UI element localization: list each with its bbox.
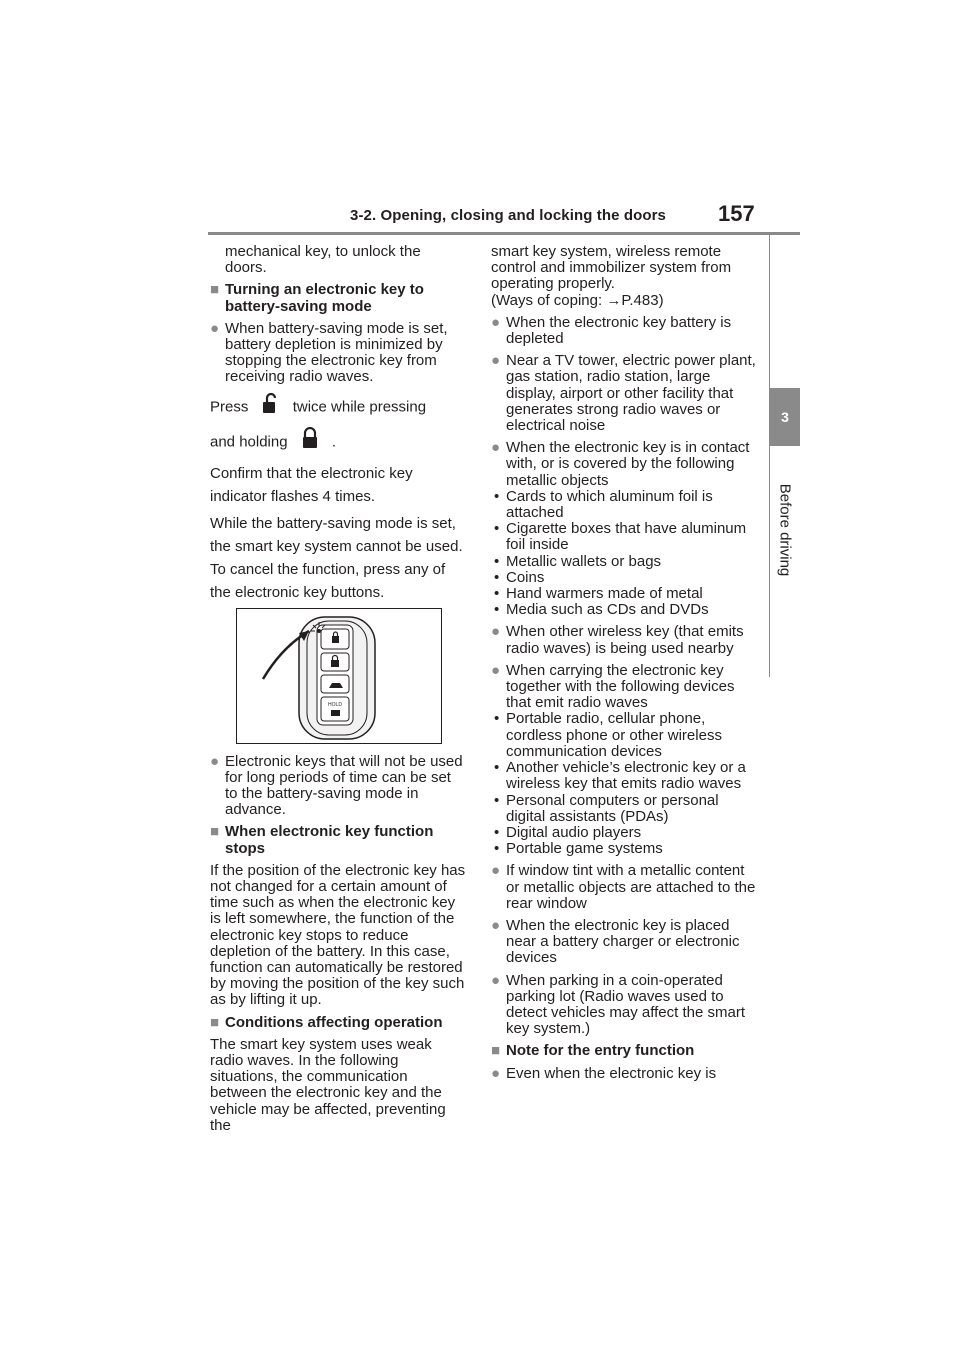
heading-conditions: ■ Conditions affecting operation [210, 1013, 443, 1031]
bullet-dot: ● [491, 313, 501, 331]
bullet-dot: ● [491, 661, 501, 679]
sub-list-item: • Another vehicle’s electronic key or a wireless key that emits radio waves [494, 759, 746, 793]
bullet-dot: ● [491, 916, 501, 934]
heading-battery-saving: ■ Turning an electronic key to battery-saving mode [210, 281, 424, 315]
bullet-dot: ● [491, 352, 501, 370]
sub-list-item: • Portable radio, cellular phone, cordless phone or other wireless communication devices [494, 710, 722, 760]
sub-list-item: • Coins [494, 568, 545, 586]
svg-text:HOLD: HOLD [328, 701, 342, 708]
unlock-icon [257, 392, 285, 423]
bullet-dot: ● [491, 623, 501, 641]
sub-bullet: • [494, 840, 500, 858]
sub-list-item: • Personal computers or personal digital assistants (PDAs) [494, 791, 719, 825]
bullet-item: ● Even when the electronic key is [491, 1064, 717, 1082]
bullet-item: ● When the electronic key is in contact with, or is covered by the following metallic objects • Cards to which aluminum foil is attached • Cigarette boxes that have aluminum foil inside • Metallic wallets or bags • Coins • Hand warmers made of metal • Media such as CDs and DVDs [491, 440, 757, 618]
continued-text: mechanical key, to unlock the doors. [225, 243, 421, 277]
press-instruction: Press twice while pressing [210, 392, 466, 423]
sub-bullet: • [494, 552, 500, 570]
conditions-paragraph: The smart key system uses weak radio waves. In the following situations, the communication between the electronic key and the vehicle may be affected, preventing the [210, 1035, 446, 1134]
bullet-item: ● If window tint with a metallic content or metallic objects are attached to the rear window [491, 862, 756, 912]
heading-function-stops: ■ When electronic key function stops [210, 823, 434, 857]
sub-list-item: • Cigarette boxes that have aluminum foil inside [494, 520, 747, 554]
heading-marker: ■ [210, 1013, 220, 1031]
bullet-item: ● When battery-saving mode is set, battery depletion is minimized by stopping the electronic key from receiving radio waves. [210, 319, 448, 386]
bullet-item: ● When carrying the electronic key together with the following devices that emit radio waves • Portable radio, cellular phone, cordless phone or other wireless communication devices • Another vehicle’s electronic key or a wireless key that emits radio waves • Personal computers or personal digital assistants (PDAs) • Digital audio players • Portable game systems [491, 663, 757, 857]
sub-bullet: • [494, 487, 500, 505]
right-column [491, 244, 757, 1088]
sub-list-item: • Metallic wallets or bags [494, 552, 662, 570]
sub-list-item: • Portable game systems [494, 840, 663, 858]
heading-entry-function: ■ Note for the entry function [491, 1042, 695, 1060]
hold-instruction: and holding . [210, 427, 466, 458]
bullet-dot: ● [491, 439, 501, 457]
heading-marker: ■ [210, 823, 220, 841]
key-fob-icon [237, 609, 441, 743]
bullet-dot: ● [210, 752, 220, 770]
sub-list-item: • Digital audio players [494, 823, 642, 841]
battery-saving-paragraph: While the battery-saving mode is set, the smart key system cannot be used. To cancel the function, press any of the electronic key buttons. [210, 514, 463, 601]
sub-bullet: • [494, 601, 500, 619]
heading-marker: ■ [210, 281, 220, 299]
heading-marker: ■ [491, 1042, 501, 1060]
confirm-paragraph: Confirm that the electronic key indicator flashes 4 times. [210, 464, 413, 505]
chapter-label: Before driving [776, 483, 794, 577]
section-title: 3-2. Opening, closing and locking the doors [350, 207, 666, 224]
bullet-dot: ● [491, 862, 501, 880]
chapter-tab: 3 [770, 388, 800, 446]
sub-bullet: • [494, 568, 500, 586]
electronic-key-illustration [236, 608, 442, 744]
bullet-item: ● When other wireless key (that emits radio waves) is being used nearby [491, 623, 744, 657]
sub-bullet: • [494, 759, 500, 777]
bullet-item: ● Electronic keys that will not be used for long periods of time can be set to the battery-saving mode in advance. [210, 752, 463, 819]
sub-bullet: • [494, 520, 500, 538]
sub-bullet: • [494, 791, 500, 809]
header-rule [208, 232, 800, 235]
bullet-item: ● When parking in a coin-operated parking lot (Radio waves used to detect vehicles may affect the smart key system.) [491, 971, 745, 1038]
left-column [210, 244, 466, 1140]
sub-list-item: • Cards to which aluminum foil is attached [494, 487, 713, 522]
continued-text: smart key system, wireless remote control and immobilizer system from operating properly. [491, 243, 732, 293]
sub-bullet: • [494, 823, 500, 841]
side-rule [769, 234, 770, 677]
bullet-item: ● When the electronic key battery is depleted [491, 313, 732, 348]
sub-bullet: • [494, 710, 500, 728]
page-number: 157 [718, 201, 755, 226]
function-stops-paragraph: If the position of the electronic key has not changed for a certain amount of time such as when the electronic key is left somewhere, the function of the electronic key stops to reduce depletion of the battery. In this case, function can automatically be restored by moving the position of the key such as by lifting it up. [210, 861, 466, 1009]
ways-of-coping-reference: (Ways of coping: →P.483) [491, 291, 664, 309]
bullet-dot: ● [210, 319, 220, 337]
sub-list-item: • Hand warmers made of metal [494, 585, 703, 603]
bullet-item: ● When the electronic key is placed near a battery charger or electronic devices [491, 916, 740, 967]
lock-icon [296, 427, 324, 458]
bullet-dot: ● [491, 1064, 501, 1082]
bullet-dot: ● [491, 971, 501, 989]
sub-bullet: • [494, 585, 500, 603]
sub-list-item: • Media such as CDs and DVDs [494, 601, 709, 619]
bullet-item: ● Near a TV tower, electric power plant, gas station, radio station, large display, airport or other facility that generates strong radio waves or electrical noise [491, 352, 756, 435]
